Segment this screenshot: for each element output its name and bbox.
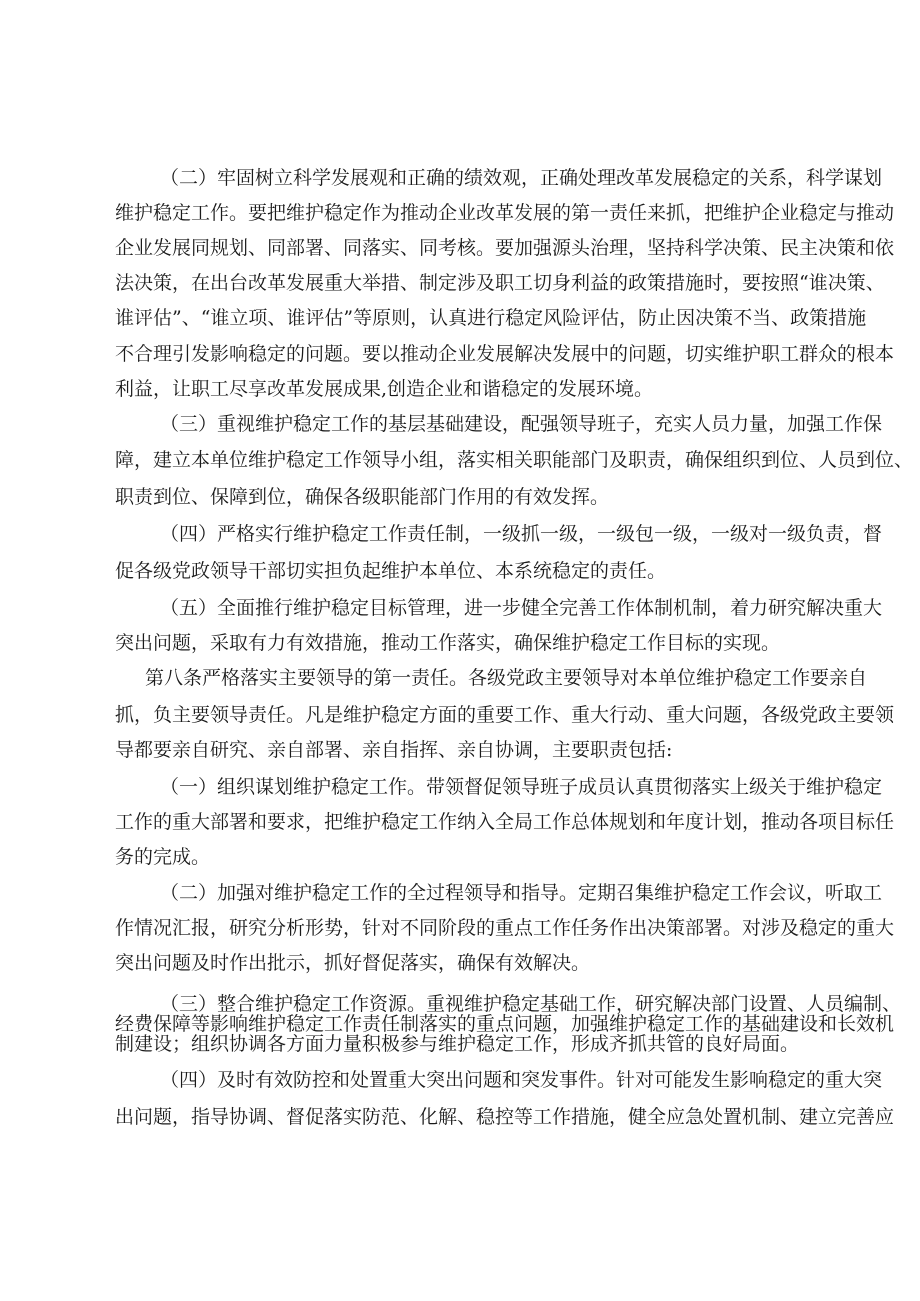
text-line: 突出问题，采取有力有效措施，推动工作落实，确保维护稳定工作目标的实现。: [115, 632, 781, 654]
text-line: 企业发展同规划、同部署、同落实、同考核。要加强源头治理，坚持科学决策、民主决策和依: [115, 237, 895, 259]
text-line: 维护稳定工作。要把维护稳定作为推动企业改革发展的第一责任来抓，把维护企业稳定与推动: [115, 202, 895, 224]
text-line: （四）严格实行维护稳定工作责任制，一级抓一级，一级包一级，一级对一级负责，督: [160, 523, 883, 545]
text-line: 第八条严格落实主要领导的第一责任。各级党政主要领导对本单位维护稳定工作要亲自: [145, 667, 868, 689]
text-line: 职责到位、保障到位，确保各级职能部门作用的有效发挥。: [115, 486, 610, 508]
text-line: 务的完成。: [115, 846, 211, 868]
text-line: 经费保障等影响维护稳定工作责任制落实的重点问题，加强维护稳定工作的基础建设和长效机: [115, 1013, 895, 1035]
text-line: 工作的重大部署和要求，把维护稳定工作纳入全局工作总体规划和年度计划，推动各项目标任: [115, 811, 895, 833]
text-line: （四）及时有效防控和处置重大突出问题和突发事件。针对可能发生影响稳定的重大突: [160, 1069, 883, 1091]
text-line: 障，建立本单位维护稳定工作领导小组，落实相关职能部门及职责，确保组织到位、人员到位、: [115, 449, 914, 471]
text-line: 促各级党政领导干部切实担负起维护本单位、本系统稳定的责任。: [115, 560, 667, 582]
text-line: （三）重视维护稳定工作的基层基础建设，配强领导班子，充实人员力量，加强工作保: [160, 413, 883, 435]
text-line: 出问题，指导协调、督促落实防范、化解、稳控等工作措施，健全应急处置机制、建立完善应: [115, 1106, 895, 1128]
text-line: 导都要亲自研究、亲自部署、亲自指挥、亲自协调，主要职责包括:: [115, 739, 673, 761]
text-line: 突出问题及时作出批示，抓好督促落实，确保有效解决。: [115, 952, 591, 974]
text-line: 作情况汇报，研究分析形势，针对不同阶段的重点工作任务作出决策部署。对涉及稳定的重大: [115, 917, 895, 939]
text-line: 制建设；组织协调各方面力量积极参与维护稳定工作，形成齐抓共管的良好局面。: [115, 1033, 800, 1055]
text-line: 不合理引发影响稳定的问题。要以推动企业发展解决发展中的问题，切实维护职工群众的根本: [115, 343, 895, 365]
text-line: 谁评估”、“谁立项、谁评估”等原则，认真进行稳定风险评估，防止因决策不当、政策措施: [115, 307, 867, 329]
text-line: 法决策，在出台改革发展重大举措、制定涉及职工切身利益的政策措施时，要按照“谁决策、: [115, 272, 885, 294]
text-line: 抓，负主要领导责任。凡是维护稳定方面的重要工作、重大行动、重大问题，各级党政主要领: [115, 704, 895, 726]
text-line: （三）整合维护稳定工作资源。重视维护稳定基础工作，研究解决部门设置、人员编制、: [160, 993, 902, 1015]
text-line: （二）加强对维护稳定工作的全过程领导和指导。定期召集维护稳定工作会议，听取工: [160, 882, 883, 904]
text-line: （二）牢固树立科学发展观和正确的绩效观，正确处理改革发展稳定的关系，科学谋划: [160, 167, 883, 189]
text-line: （一）组织谋划维护稳定工作。带领督促领导班子成员认真贯彻落实上级关于维护稳定: [160, 776, 883, 798]
text-line: （五）全面推行维护稳定目标管理，进一步健全完善工作体制机制，着力研究解决重大: [160, 597, 883, 619]
text-line: 利益，让职工尽享改革发展成果,创造企业和谐稳定的发展环境。: [115, 378, 654, 400]
